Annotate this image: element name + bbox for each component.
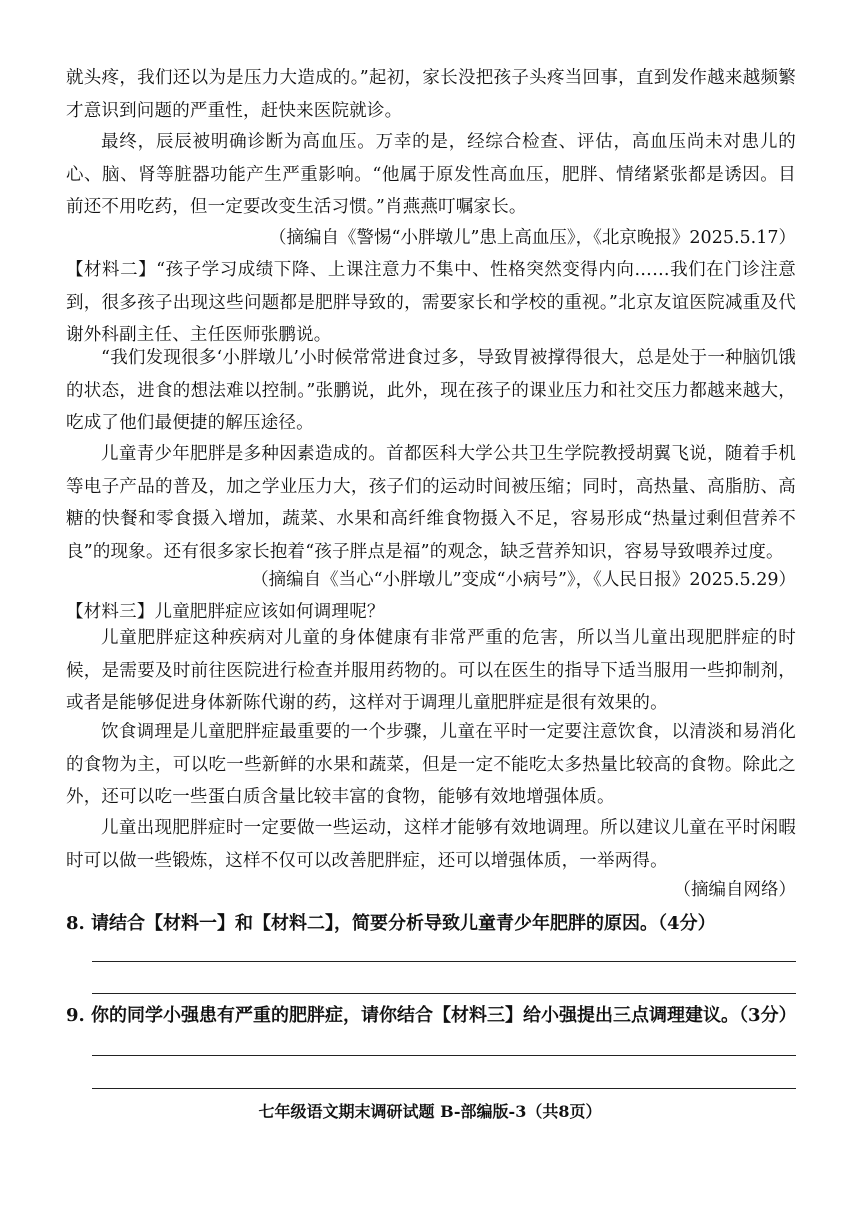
- source-citation-1: （摘编自《警惕“小胖墩儿”患上高血压》，《北京晚报》2025.5.17）: [269, 228, 796, 248]
- question-9: 9. 你的同学小强患有严重的肥胖症，请你结合【材料三】给小强提出三点调理建议。（3分）: [66, 1005, 797, 1026]
- material-two-paragraph-1: 【材料二】“孩子学习成绩下降、上课注意力不集中、性格突然变得内向……我们在门诊注意到，很多孩子出现这些问题都是肥胖导致的，需要家长和学校的重视。”北京友谊医院减重及代谢外科副主任、主任医师张鹏说。: [66, 260, 796, 345]
- material-two-paragraph-2: “我们发现很多‘小胖墩儿’小时候常常进食过多，导致胃被撑得很大，总是处于一种脑饥饿的状态，进食的想法难以控制。”张鹏说，此外，现在孩子的课业压力和社交压力都越来越大，吃成了他们最便捷的解压途径。: [66, 348, 796, 433]
- answer-line-q9-2[interactable]: [92, 1088, 796, 1089]
- material-three-paragraph-3: 儿童出现肥胖症时一定要做一些运动，这样才能够有效地调理。所以建议儿童在平时闲暇时可以做一些锻炼，这样不仅可以改善肥胖症，还可以增强体质，一举两得。: [66, 818, 796, 871]
- material-three-heading: 【材料三】儿童肥胖症应该如何调理呢？: [66, 602, 385, 622]
- answer-line-q8-1[interactable]: [92, 961, 796, 962]
- material-three-paragraph-2: 饮食调理是儿童肥胖症最重要的一个步骤，儿童在平时一定要注意饮食，以清淡和易消化的食物为主，可以吃一些新鲜的水果和蔬菜，但是一定不能吃太多热量比较高的食物。除此之外，还可以吃一些蛋白质含量比较丰富的食物，能够有效地增强体质。: [66, 722, 796, 807]
- page-footer: 七年级语文期末调研试题 B-部编版-3（共8页）: [258, 1102, 602, 1121]
- material-three-paragraph-1: 儿童肥胖症这种疾病对儿童的身体健康有非常严重的危害，所以当儿童出现肥胖症的时候，是需要及时前往医院进行检查并服用药物的。可以在医生的指导下适当服用一些抑制剂，或者是能够促进身体新陈代谢的药，这样对于调理儿童肥胖症是很有效果的。: [66, 628, 796, 713]
- question-8: 8. 请结合【材料一】和【材料二】，简要分析导致儿童青少年肥胖的原因。（4分）: [66, 913, 716, 934]
- answer-line-q8-2[interactable]: [92, 993, 796, 994]
- material-one-paragraph-diagnosis: 最终，辰辰被明确诊断为高血压。万幸的是，经综合检查、评估，高血压尚未对患儿的心、脑、肾等脏器功能产生严重影响。“他属于原发性高血压，肥胖、情绪紧张都是诱因。目前还不用吃药，但一定要改变生活习惯。”肖燕燕叮嘱家长。: [66, 132, 796, 217]
- source-citation-3: （摘编自网络）: [673, 880, 796, 900]
- material-two-paragraph-3: 儿童青少年肥胖是多种因素造成的。首都医科大学公共卫生学院教授胡翼飞说，随着手机等电子产品的普及，加之学业压力大，孩子们的运动时间被压缩；同时，高热量、高脂肪、高糖的快餐和零食摄入增加，蔬菜、水果和高纤维食物摄入不足，容易形成“热量过剩但营养不良”的现象。还有很多家长抱着“孩子胖点是福”的观念，缺乏营养知识，容易导致喂养过度。: [66, 444, 796, 562]
- answer-line-q9-1[interactable]: [92, 1055, 796, 1056]
- material-one-paragraph-end: 就头疼，我们还以为是压力大造成的。”起初，家长没把孩子头疼当回事，直到发作越来越频繁才意识到问题的严重性，赶快来医院就诊。: [66, 68, 796, 121]
- source-citation-2: （摘编自《当心“小胖墩儿”变成“小病号”》，《人民日报》2025.5.29）: [251, 570, 796, 590]
